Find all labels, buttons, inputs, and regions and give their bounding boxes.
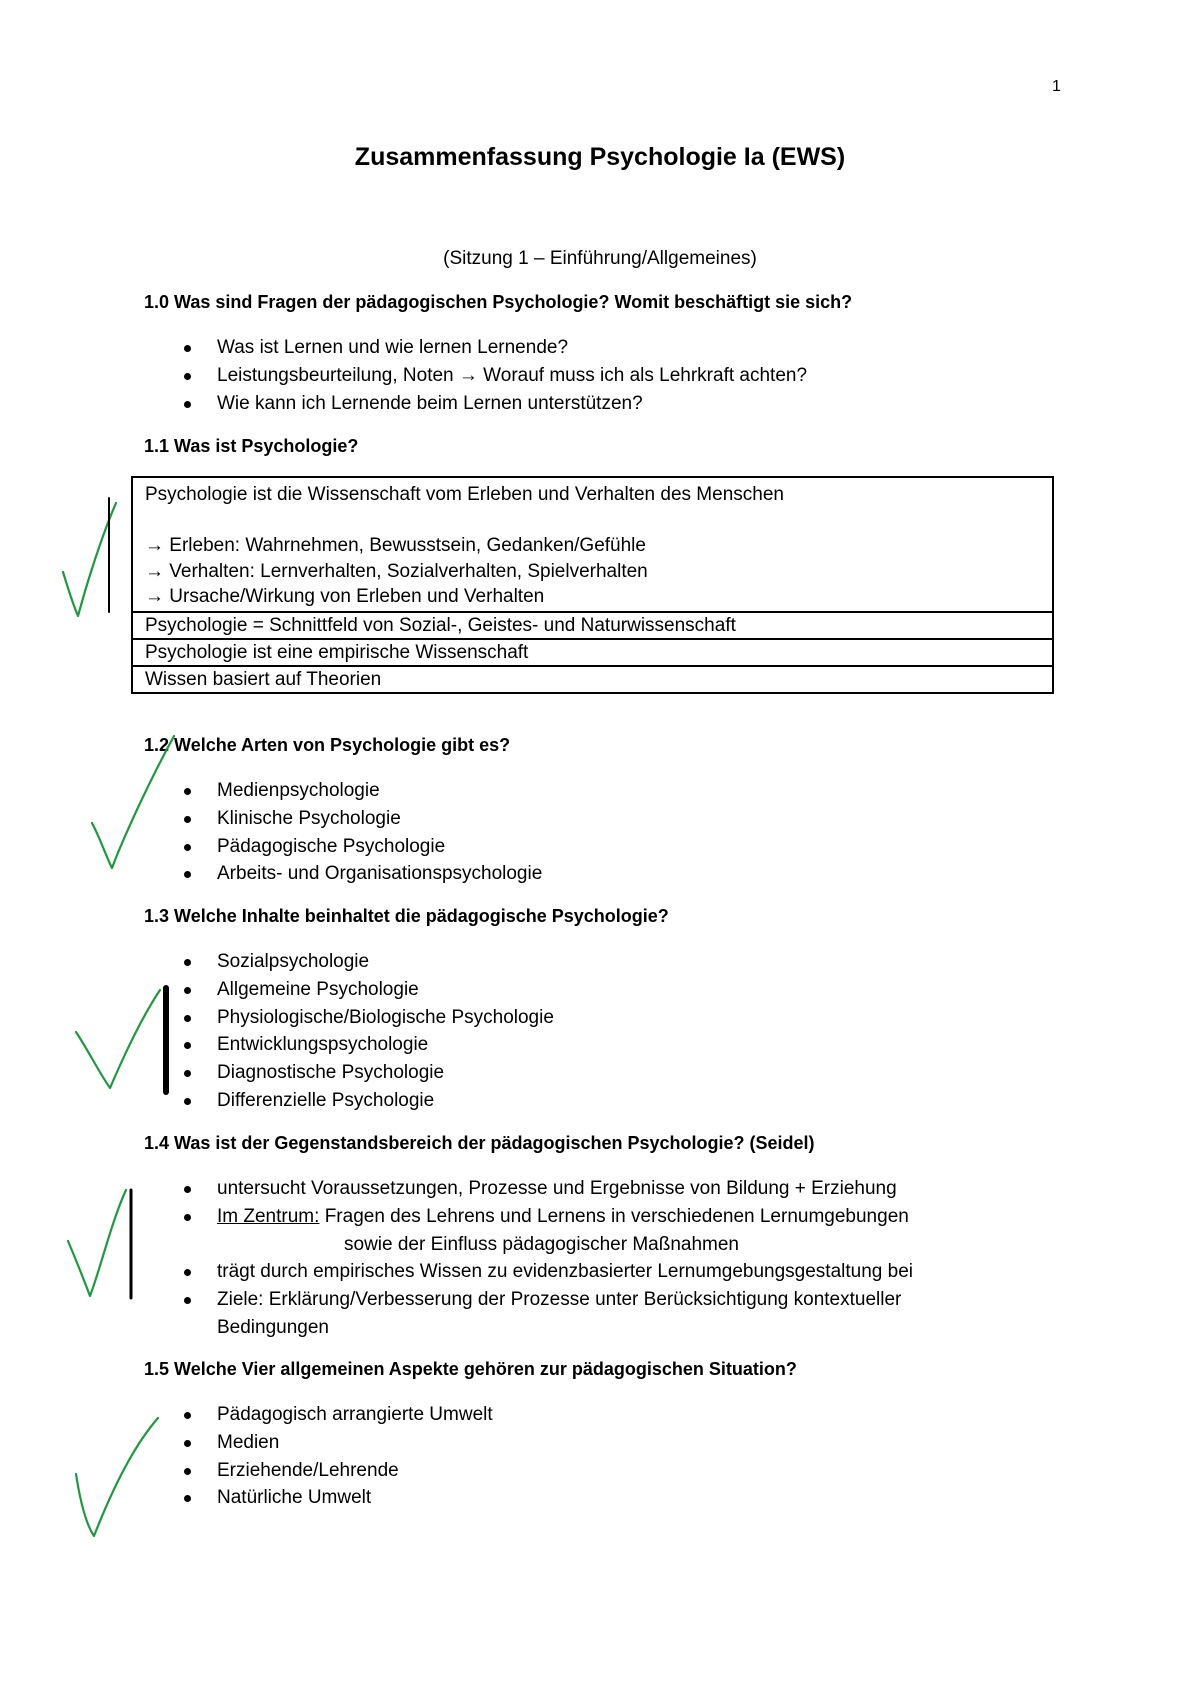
- section-heading-1-0: 1.0 Was sind Fragen der pädagogischen Psychologie? Womit beschäftigt sie sich?: [144, 292, 853, 312]
- session-subtitle: (Sitzung 1 – Einführung/Allgemeines): [443, 248, 757, 269]
- definition-point: → Erleben: Wahrnehmen, Bewusstsein, Gedanken/Gefühle: [145, 535, 646, 556]
- definition-row: Psychologie = Schnittfeld von Sozial-, Geistes- und Naturwissenschaft: [133, 611, 1052, 638]
- list-item-continuation: sowie der Einfluss pädagogischer Maßnahmen: [344, 1233, 739, 1255]
- check-mark-icon: [92, 736, 174, 868]
- list-item: trägt durch empirisches Wissen zu evidenzbasierter Lernumgebungsgestaltung bei: [144, 1258, 913, 1286]
- definition-point: → Ursache/Wirkung von Erleben und Verhalten: [145, 586, 545, 607]
- emphasis-label: Im Zentrum:: [217, 1205, 320, 1227]
- definition-row: Psychologie ist eine empirische Wissenschaft: [133, 638, 1052, 665]
- list-item: Was ist Lernen und wie lernen Lernende?: [144, 334, 807, 362]
- list-item: untersucht Voraussetzungen, Prozesse und Ergebnisse von Bildung + Erziehung: [144, 1175, 913, 1203]
- document-title: Zusammenfassung Psychologie Ia (EWS): [354, 143, 846, 171]
- section-heading-1-4: 1.4 Was ist der Gegenstandsbereich der pädagogischen Psychologie? (Seidel): [144, 1133, 815, 1153]
- list-item: Ziele: Erklärung/Verbesserung der Prozesse unter Berücksichtigung kontextueller: [144, 1286, 913, 1314]
- section-heading-1-5: 1.5 Welche Vier allgemeinen Aspekte gehören zur pädagogischen Situation?: [144, 1359, 797, 1379]
- list-item: Klinische Psychologie: [144, 805, 542, 833]
- section-heading-1-2: 1.2 Welche Arten von Psychologie gibt es?: [144, 735, 511, 755]
- list-item: Arbeits- und Organisationspsychologie: [144, 860, 542, 888]
- check-mark-icon: [76, 1418, 158, 1536]
- list-item: Erziehende/Lehrende: [144, 1457, 493, 1485]
- definition-text: Psychologie ist die Wissenschaft vom Erleben und Verhalten des Menschen: [145, 484, 784, 505]
- list-item: Medien: [144, 1429, 493, 1457]
- list-item: Leistungsbeurteilung, Noten → Worauf muss ich als Lehrkraft achten?: [144, 362, 807, 390]
- list-item-continuation: Bedingungen: [217, 1316, 329, 1338]
- check-mark-icon: [68, 1190, 126, 1296]
- check-mark-icon: [76, 990, 160, 1088]
- section-heading-1-3: 1.3 Welche Inhalte beinhaltet die pädagogische Psychologie?: [144, 906, 669, 926]
- list-item: Natürliche Umwelt: [144, 1484, 493, 1512]
- page-number: 1: [1052, 78, 1061, 95]
- list-item: Pädagogisch arrangierte Umwelt: [144, 1401, 493, 1429]
- list-item: Medienpsychologie: [144, 777, 542, 805]
- definition-row: Wissen basiert auf Theorien: [133, 665, 1052, 692]
- list-item: Differenzielle Psychologie: [144, 1087, 554, 1115]
- list-item: Im Zentrum: Fragen des Lehrens und Lernens in verschiedenen Lernumgebungen: [144, 1203, 913, 1231]
- list-item: Pädagogische Psychologie: [144, 833, 542, 861]
- list-item: Allgemeine Psychologie: [144, 976, 554, 1004]
- list-item: Diagnostische Psychologie: [144, 1059, 554, 1087]
- list-item: Wie kann ich Lernende beim Lernen unterstützen?: [144, 390, 807, 418]
- list-item: Sozialpsychologie: [144, 948, 554, 976]
- list-item: Entwicklungspsychologie: [144, 1031, 554, 1059]
- list-item: Physiologische/Biologische Psychologie: [144, 1004, 554, 1032]
- definition-point: → Verhalten: Lernverhalten, Sozialverhalten, Spielverhalten: [145, 560, 648, 582]
- section-heading-1-1: 1.1 Was ist Psychologie?: [144, 436, 359, 456]
